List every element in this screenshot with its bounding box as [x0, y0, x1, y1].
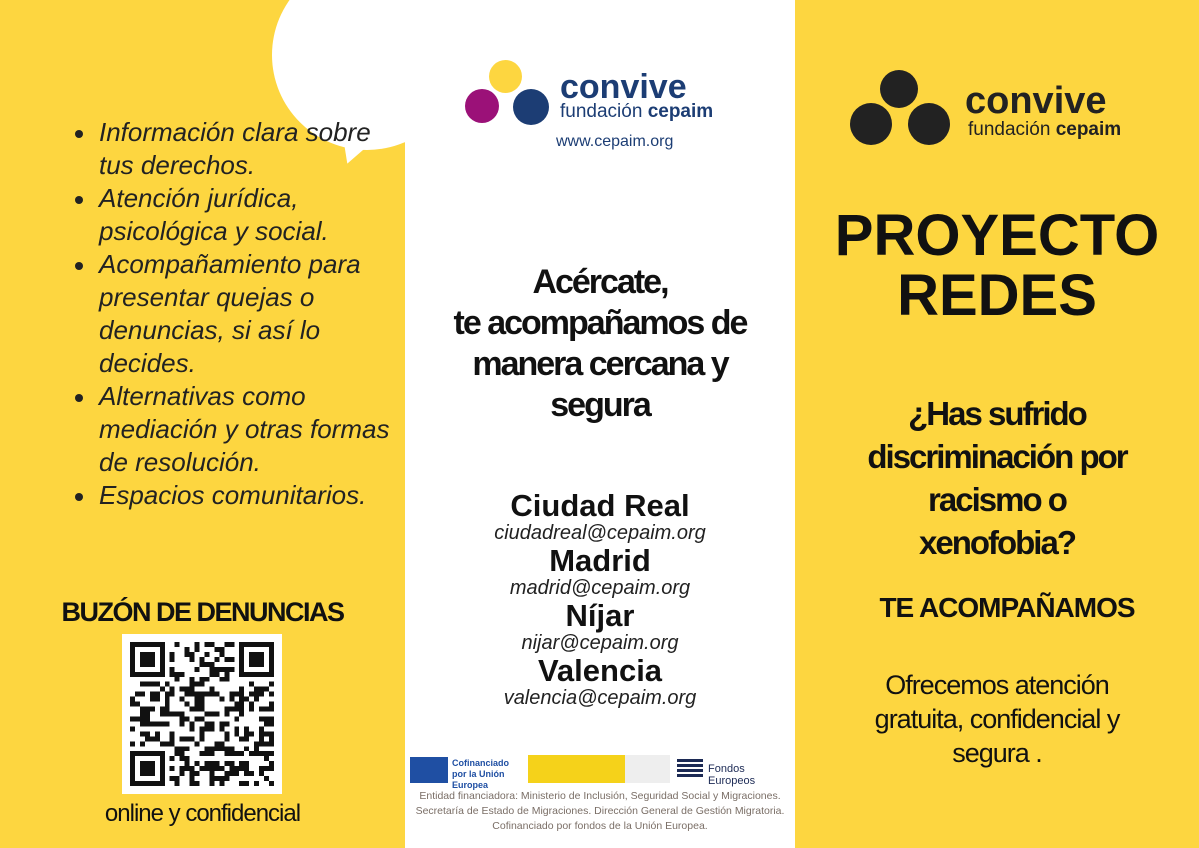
fondos-europeos-label: Fondos Europeos: [708, 763, 756, 787]
fondos-europeos-icon: [677, 759, 703, 779]
office-city: Níjar: [565, 598, 635, 633]
offer-text: Ofrecemos atención gratuita, confidencial y segura .: [874, 670, 1120, 768]
project-title: PROYECTO REDES: [834, 203, 1160, 328]
funders-logos: [410, 755, 790, 790]
list-item: Alternativas como mediación y otras formas de resolución.: [72, 380, 392, 479]
funding-disclaimer: Entidad financiadora: Ministerio de Inclusión, Seguridad Social y Migraciones. Secretaría de Estado de Migraciones. Dirección General de Gestión Migratoria. Cofinanciado por fondos de la Unión Europea.: [415, 790, 785, 832]
logo-sub: fundación cepaim: [968, 119, 1122, 140]
buzon-title: BUZÓN DE DENUNCIAS: [61, 597, 344, 627]
logo-brand: convive: [560, 68, 687, 106]
office-email[interactable]: valencia@cepaim.org: [503, 687, 697, 709]
qr-code[interactable]: [122, 634, 282, 794]
te-acompanamos: TE ACOMPAÑAMOS: [879, 592, 1135, 623]
logo-brand: convive: [965, 80, 1107, 122]
list-item: Espacios comunitarios.: [72, 479, 392, 512]
services-list: [72, 116, 392, 512]
logo-sub: fundación cepaim: [560, 101, 714, 122]
list-item: Atención jurídica, psicológica y social.: [72, 182, 392, 248]
list-item: Acompañamiento para presentar quejas o denuncias, si así lo decides.: [72, 248, 392, 380]
gobierno-espana-logo: [528, 755, 625, 783]
buzon-caption: online y confidencial: [104, 800, 301, 827]
eu-cofinanced-label: Cofinanciado por la Unión Europea: [452, 758, 510, 790]
office-city: Madrid: [549, 543, 651, 578]
question-heading: ¿Has sufrido discriminación por racismo o xenofobia?: [867, 395, 1127, 561]
website-link[interactable]: www.cepaim.org: [556, 133, 674, 150]
office-email[interactable]: nijar@cepaim.org: [521, 632, 679, 654]
left-panel: [0, 0, 405, 848]
list-item: Información clara sobre tus derechos.: [72, 116, 392, 182]
eu-flag-icon: [410, 757, 448, 783]
secretaria-logo: [625, 755, 670, 783]
headline: Acércate, te acompañamos de manera cercana y segura: [453, 263, 747, 424]
office-city: Ciudad Real: [510, 488, 690, 523]
offices-list: [405, 490, 795, 710]
office-email[interactable]: madrid@cepaim.org: [509, 577, 691, 599]
office-email[interactable]: ciudadreal@cepaim.org: [494, 522, 706, 544]
office-city: Valencia: [537, 653, 663, 688]
